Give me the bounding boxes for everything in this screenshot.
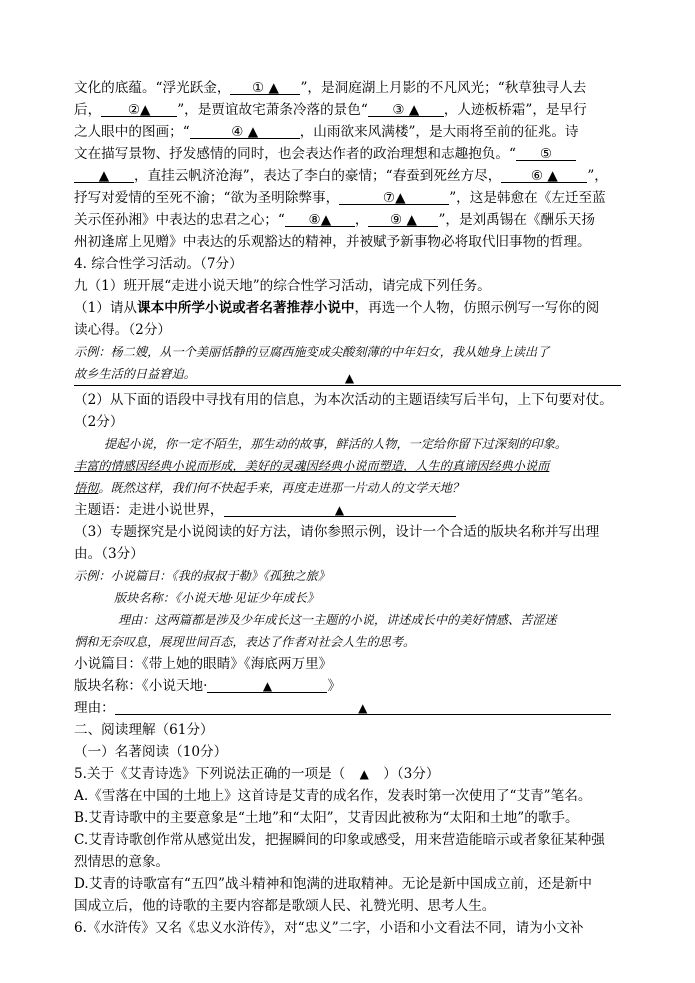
blank-1[interactable]: ① ▲	[230, 77, 300, 95]
task-2-prompt: （2）从下面的语段中寻找有用的信息，为本次活动的主题语续写后半句，上下句要对仗。	[74, 392, 613, 408]
task-3-example-reason: 理由：这两篇都是涉及少年成长这一主题的小说，讲述成长中的美好情感、苦涩迷	[118, 613, 557, 627]
blank-5[interactable]: ⑤	[516, 143, 576, 161]
task-3-example-title: 版块名称：《小说天地·见证少年成长》	[114, 591, 319, 605]
passage-line-1: 提起小说，你一定不陌生，那生动的故事，鲜活的人物，一定给你留下过深刻的印象。	[104, 437, 568, 451]
poem-fill-line-1: 文化的底蕴。“浮光跃金， ① ▲ ”，是洞庭湖上月影的不凡风光；“秋草独寻人去	[74, 77, 625, 99]
theme-answer-blank[interactable]: ▲	[224, 499, 456, 517]
task-1-prompt-cont: 读心得。（2分）	[74, 322, 172, 338]
blank-7[interactable]: ⑦▲	[339, 187, 449, 205]
task-3-example-reason-cont: 惘和无奈叹息，展现世间百态，表达了作者对社会人生的思考。	[74, 635, 416, 649]
task-3-reason-line: 理由： ▲	[74, 697, 625, 719]
subsection-1-heading: （一）名著阅读（10分）	[74, 744, 228, 760]
blank-5-cont[interactable]: ▲	[74, 165, 134, 183]
task-3-prompt: （3）专题探究是小说阅读的好方法，请你参照示例，设计一个合适的版块名称并写出理	[74, 524, 600, 540]
blank-4[interactable]: ④ ▲	[190, 121, 300, 139]
poem-fill-line-7: 关示侄孙湘》中表达的忠君之心；“ ⑧▲ ， ⑨ ▲ ”，是刘禹锡在《酬乐天扬	[74, 209, 625, 231]
poem-fill-line-8: 州初逢席上见赠》中表达的乐观豁达的精神，并被赋予新事物必将取代旧事物的哲理。	[74, 234, 591, 250]
theme-answer-line: 主题语：走进小说世界， ▲	[74, 499, 625, 521]
poem-fill-line-4: 文在描写景物、抒发感情的同时，也会表达作者的政治理想和志趣抱负。“ ⑤	[74, 143, 625, 165]
task-3-works: 小说篇目：《带上她的眼睛》《海底两万里》	[74, 656, 333, 672]
answer-marker-1: ▲	[344, 371, 355, 385]
option-d-cont: 国成立后，他的诗歌的主要内容都是歌颂人民、礼赞光明、思考人生。	[74, 898, 496, 914]
section-title-blank[interactable]: ▲	[207, 675, 327, 693]
poem-fill-line-6: 抒写对爱情的至死不渝；“欲为圣明除弊事， ⑦▲ ”，这是韩愈在《左迁至蓝	[74, 187, 625, 209]
question-5-stem: 5.关于《艾青诗选》下列说法正确的一项是（ ▲ ）（3分）	[74, 763, 625, 785]
option-c-cont: 烈情思的意象。	[74, 854, 170, 870]
blank-3[interactable]: ③ ▲	[368, 99, 444, 117]
reason-blank[interactable]: ▲	[115, 697, 611, 715]
blank-2[interactable]: ②▲	[101, 99, 177, 117]
task-3-example-works: 示例：小说篇目：《我的叔叔于勒》《孤独之旅》	[74, 569, 330, 583]
task-1-example-cont: 故乡生活的日益窘迫。	[74, 367, 196, 381]
option-a: A.《雪落在中国的土地上》这首诗是艾青的成名作，发表时第一次使用了“艾青”笔名。	[74, 788, 592, 804]
section-2-heading: 二、阅读理解（61分）	[74, 722, 214, 738]
option-c: C.艾青诗歌创作常从感觉出发，把握瞬间的印象或感受，用来营造能暗示或者象征某种强	[74, 832, 605, 848]
option-d: D.艾青的诗歌富有“五四”战斗精神和饱满的进取精神。无论是新中国成立前，还是新中	[74, 876, 593, 892]
poem-fill-line-3: 之人眼中的图画；“ ④ ▲ ，山雨欲来风满楼”，是大雨将至前的征兆。诗	[74, 121, 625, 143]
poem-fill-line-2: 后， ②▲ ”，是贾谊故宅萧条冷落的景色“ ③ ▲ ，人迹板桥霜”，是早行	[74, 99, 625, 121]
activity-intro: 九（1）班开展“走进小说天地”的综合性学习活动，请完成下列任务。	[74, 278, 491, 294]
option-b: B.艾青诗歌中的主要意象是“土地”和“太阳”，艾青因此被称为“太阳和土地”的歌手。	[74, 810, 579, 826]
blank-6[interactable]: ⑥ ▲	[501, 165, 587, 183]
question-5-answer-slot[interactable]: ▲	[359, 767, 369, 781]
task-1-example: 示例：杨二嫂，从一个美丽恬静的豆腐西施变成尖酸刻薄的中年妇女，我从她身上读出了	[74, 345, 550, 359]
blank-9[interactable]: ⑨ ▲	[368, 209, 438, 227]
task-3-title-line: 版块名称：《小说天地· ▲ 》	[74, 675, 625, 697]
passage-line-3: 悟彻。既然这样，我们何不快起手来，再度走进那一片动人的文学天地？	[74, 481, 464, 495]
poem-fill-line-5: ▲ ，直挂云帆济沧海”，表达了李白的豪情；“春蚕到死丝方尽， ⑥ ▲ ”，	[74, 165, 625, 187]
task-2-prompt-cont: （2分）	[74, 414, 124, 430]
task-1-prompt: （1）请从课本中所学小说或者名著推荐小说中，再选一个人物，仿照示例写一写你的阅	[74, 300, 600, 316]
passage-line-2: 丰富的情感因经典小说而形成，美好的灵魂因经典小说而塑造，人生的真谛因经典小说而	[74, 459, 550, 473]
question-4-heading: 4. 综合性学习活动。（7分）	[74, 256, 243, 272]
question-6-stem: 6.《水浒传》又名《忠义水浒传》，对“忠义”二字，小语和小文看法不同，请为小文补	[74, 920, 584, 936]
task-3-prompt-cont: 由。（3分）	[74, 546, 144, 562]
blank-8[interactable]: ⑧▲	[285, 209, 355, 227]
answer-line-1[interactable]	[74, 385, 621, 386]
